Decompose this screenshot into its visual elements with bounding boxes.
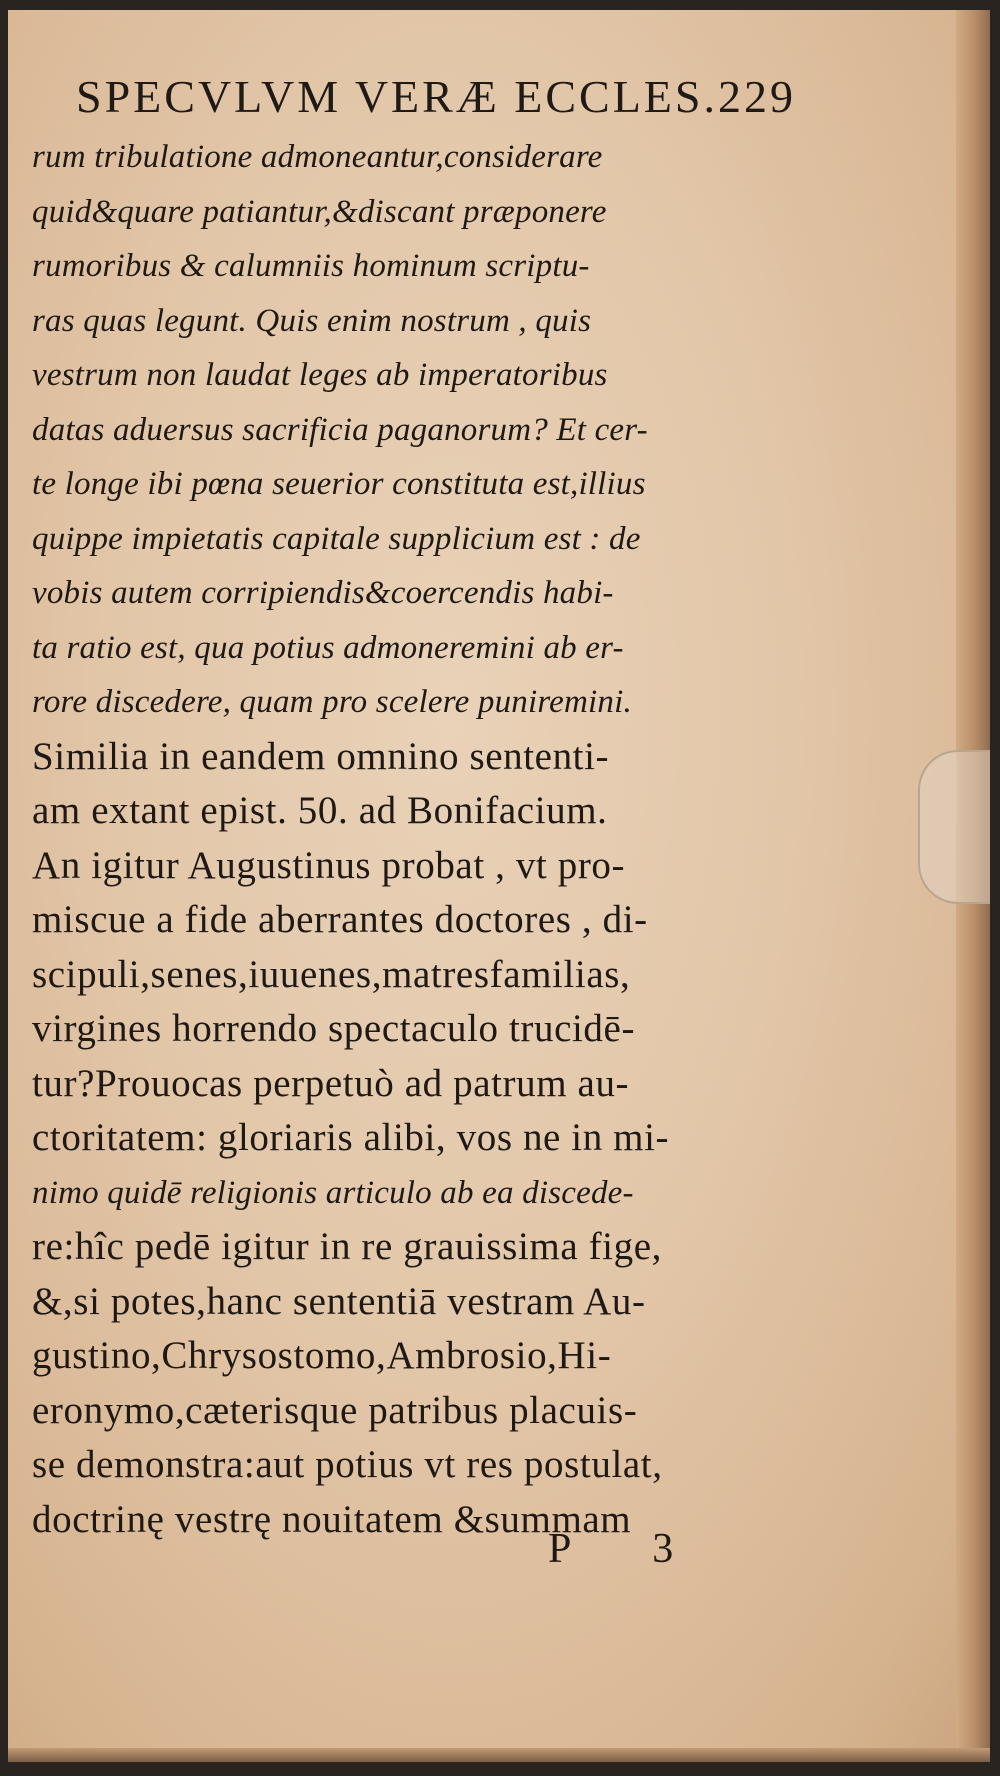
text-line: datas aduersus sacrificia paganorum? Et cer- [32,411,648,448]
page-tab-marker [918,750,990,904]
text-line: virgines horrendo spectaculo trucidē- [32,1007,636,1050]
text-line: Similia in eandem omnino sententi- [32,734,610,778]
text-line: vobis autem corripiendis&coercendis habi- [32,575,614,611]
text-line: &,si potes,hanc sententiā vestram Au- [32,1279,646,1323]
text-line: ctoritatem: gloriaris alibi, vos ne in mi- [32,1116,670,1159]
text-line: rum tribulatione admoneantur,considerare [32,139,603,175]
text-line: rumoribus & calumniis hominum scriptu- [32,248,590,284]
signature-mark: P 3 [548,1526,710,1572]
text-line: vestrum non laudat leges ab imperatoribus [32,357,608,393]
page-bottom-edge [8,1748,990,1762]
text-line: nimo quidē religionis articulo ab ea discede- [32,1174,634,1211]
text-line: quippe impietatis capitale supplicium est : de [32,520,641,557]
text-line: ras quas legunt. Quis enim nostrum , quis [32,302,592,339]
text-line: rore discedere, quam pro scelere puniremini. [32,684,632,720]
text-line: ta ratio est, qua potius admoneremini ab er- [32,629,624,666]
text-line: miscue a fide aberrantes doctores , di- [32,898,648,941]
running-header: SPECVLVM VERÆ ECCLES.229 [76,71,796,122]
book-page [8,10,990,1762]
text-block [32,130,792,1547]
text-line: gustino,Chrysostomo,Ambrosio,Hi- [32,1334,612,1377]
text-line: doctrinę vestrę nouitatem &summam [32,1497,632,1541]
text-line: am extant epist. 50. ad Bonifacium. [32,789,608,832]
text-line: An igitur Augustinus probat , vt pro- [32,843,626,887]
text-line: tur?Prouocas perpetuò ad patrum au- [32,1061,630,1105]
text-line: quid&quare patiantur,&discant præponere [32,193,607,230]
text-line: scipuli,senes,iuuenes,matresfamilias, [32,952,631,996]
text-line: eronymo,cæterisque patribus placuis- [32,1388,638,1432]
text-line: te longe ibi pœna seuerior constituta est,illius [32,466,646,502]
text-line: re:hîc pedē igitur in re grauissima fige, [32,1225,662,1268]
text-line: se demonstra:aut potius vt res postulat, [32,1443,663,1486]
